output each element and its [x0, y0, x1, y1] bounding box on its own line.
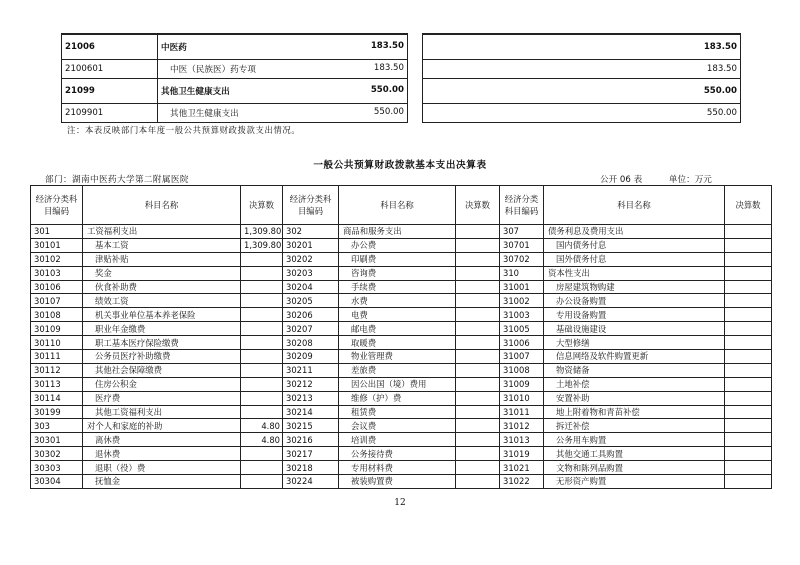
econ-code: 30199	[31, 405, 83, 419]
top-amount: 183.50	[373, 63, 404, 73]
econ-code: 302	[283, 225, 339, 239]
item-amount	[456, 350, 500, 364]
item-name: 手续费	[339, 280, 456, 294]
table-row	[31, 322, 772, 336]
top-amount: 550.00	[423, 79, 741, 104]
econ-code: 30202	[283, 252, 339, 266]
table-row	[31, 475, 772, 489]
econ-code: 31006	[500, 336, 544, 350]
table-row	[31, 419, 772, 433]
item-name: 取暖费	[339, 336, 456, 350]
econ-code: 30108	[31, 308, 83, 322]
item-amount: 1,309.80	[241, 238, 283, 252]
econ-code: 30107	[31, 294, 83, 308]
top-item-name	[158, 104, 408, 123]
econ-code: 31013	[500, 433, 544, 447]
top-amount: 183.50	[423, 60, 741, 79]
econ-code: 30213	[283, 391, 339, 405]
item-amount	[725, 447, 772, 461]
item-amount	[725, 377, 772, 391]
item-amount: 1,309.80	[241, 225, 283, 239]
item-name: 办公设备购置	[544, 294, 725, 308]
item-amount	[725, 252, 772, 266]
item-name: 离休费	[83, 433, 241, 447]
item-name: 被装购置费	[339, 475, 456, 489]
item-name: 会议费	[339, 419, 456, 433]
item-amount	[241, 377, 283, 391]
item-name: 退职（役）费	[83, 461, 241, 475]
item-amount	[725, 322, 772, 336]
item-name: 国外债务付息	[544, 252, 725, 266]
econ-code: 30208	[283, 336, 339, 350]
item-name: 基本工资	[83, 238, 241, 252]
item-amount	[456, 252, 500, 266]
item-amount	[456, 377, 500, 391]
table-row	[31, 391, 772, 405]
item-amount	[456, 461, 500, 475]
econ-code: 31005	[500, 322, 544, 336]
top-amount: 183.50	[423, 34, 741, 60]
item-name: 奖金	[83, 266, 241, 280]
econ-code: 30103	[31, 266, 83, 280]
table-row	[31, 280, 772, 294]
item-name: 房屋建筑物购建	[544, 280, 725, 294]
item-amount	[456, 433, 500, 447]
top-item-code: 2100601	[62, 60, 158, 79]
item-name: 资本性支出	[544, 266, 725, 280]
top-amount: 183.50	[370, 41, 404, 51]
table-row	[31, 252, 772, 266]
econ-code: 30216	[283, 433, 339, 447]
item-name: 公务接待费	[339, 447, 456, 461]
econ-code: 30301	[31, 433, 83, 447]
econ-code: 30114	[31, 391, 83, 405]
header-amount: 决算数	[241, 186, 283, 225]
econ-code: 30217	[283, 447, 339, 461]
item-name: 信息网络及软件购置更新	[544, 350, 725, 364]
table-row	[31, 447, 772, 461]
econ-code: 30109	[31, 322, 83, 336]
table-row	[31, 336, 772, 350]
econ-code: 31008	[500, 363, 544, 377]
econ-code: 30111	[31, 350, 83, 364]
econ-code: 30110	[31, 336, 83, 350]
item-name: 安置补助	[544, 391, 725, 405]
item-name: 津贴补贴	[83, 252, 241, 266]
item-amount	[456, 363, 500, 377]
top-amount: 550.00	[370, 85, 404, 95]
item-name: 住房公积金	[83, 377, 241, 391]
item-amount	[241, 336, 283, 350]
top-amount: 550.00	[423, 104, 741, 123]
item-name: 专用设备购置	[544, 308, 725, 322]
table-row	[31, 461, 772, 475]
econ-code: 307	[500, 225, 544, 239]
econ-code: 310	[500, 266, 544, 280]
item-name: 公务用车购置	[544, 433, 725, 447]
item-name: 咨询费	[339, 266, 456, 280]
item-amount	[725, 419, 772, 433]
item-amount: 4.80	[241, 419, 283, 433]
item-name: 退休费	[83, 447, 241, 461]
table-row	[31, 350, 772, 364]
top-row	[62, 60, 741, 79]
item-name: 无形资产购置	[544, 475, 725, 489]
table-row	[31, 308, 772, 322]
econ-code: 31009	[500, 377, 544, 391]
econ-code: 30112	[31, 363, 83, 377]
item-amount	[456, 322, 500, 336]
header-code: 经济分类科目编码	[283, 186, 339, 225]
item-name: 水费	[339, 294, 456, 308]
table-title: 一般公共预算财政拨款基本支出决算表	[313, 160, 487, 171]
item-amount	[241, 322, 283, 336]
econ-code: 30201	[283, 238, 339, 252]
item-name: 租赁费	[339, 405, 456, 419]
item-name: 电费	[339, 308, 456, 322]
item-name: 培训费	[339, 433, 456, 447]
item-name: 机关事业单位基本养老保险	[83, 308, 241, 322]
item-amount	[456, 336, 500, 350]
item-amount	[725, 350, 772, 364]
table-row	[31, 238, 772, 252]
table-row	[31, 294, 772, 308]
item-amount	[725, 225, 772, 239]
item-amount	[456, 225, 500, 239]
department-label: 部门：湖南中医药大学第二附属医院	[45, 175, 189, 185]
item-amount	[456, 280, 500, 294]
header-amount: 决算数	[725, 186, 772, 225]
item-name: 公务员医疗补助缴费	[83, 350, 241, 364]
top-item-name-text: 中医（民族医）药专项	[170, 65, 256, 75]
econ-code: 30101	[31, 238, 83, 252]
item-name: 拆迁补偿	[544, 419, 725, 433]
table-code: 公开 06 表	[600, 175, 643, 185]
item-amount	[241, 350, 283, 364]
header-row	[31, 186, 772, 225]
econ-code: 30218	[283, 461, 339, 475]
econ-code: 30224	[283, 475, 339, 489]
item-amount	[725, 363, 772, 377]
item-amount	[456, 266, 500, 280]
item-amount	[241, 405, 283, 419]
column-separator	[408, 104, 423, 123]
item-name: 伙食补助费	[83, 280, 241, 294]
item-amount	[725, 238, 772, 252]
column-separator	[408, 79, 423, 104]
item-name: 物资储备	[544, 363, 725, 377]
econ-code: 31007	[500, 350, 544, 364]
econ-code: 301	[31, 225, 83, 239]
econ-code: 30205	[283, 294, 339, 308]
econ-code: 31001	[500, 280, 544, 294]
item-amount	[241, 252, 283, 266]
econ-code: 30214	[283, 405, 339, 419]
top-item-name-text: 其他卫生健康支出	[161, 87, 230, 97]
item-name: 文物和陈列品购置	[544, 461, 725, 475]
item-amount	[725, 391, 772, 405]
item-name: 地上附着物和青苗补偿	[544, 405, 725, 419]
top-item-code: 21006	[62, 34, 158, 60]
item-amount	[456, 308, 500, 322]
unit-info	[600, 173, 712, 185]
item-amount	[725, 475, 772, 489]
item-name: 因公出国（境）费用	[339, 377, 456, 391]
econ-code: 31002	[500, 294, 544, 308]
item-amount	[725, 405, 772, 419]
item-amount	[241, 308, 283, 322]
item-name: 基础设施建设	[544, 322, 725, 336]
item-name: 绩效工资	[83, 294, 241, 308]
econ-code: 30106	[31, 280, 83, 294]
item-name: 对个人和家庭的补助	[83, 419, 241, 433]
top-row	[62, 104, 741, 123]
item-name: 办公费	[339, 238, 456, 252]
econ-code: 31010	[500, 391, 544, 405]
item-amount	[241, 461, 283, 475]
item-name: 印刷费	[339, 252, 456, 266]
column-separator	[408, 60, 423, 79]
item-name: 专用材料费	[339, 461, 456, 475]
page-number: 12	[394, 498, 406, 508]
item-amount	[456, 475, 500, 489]
item-amount	[725, 461, 772, 475]
table-row	[31, 363, 772, 377]
item-amount	[725, 433, 772, 447]
item-amount: 4.80	[241, 433, 283, 447]
item-name: 抚恤金	[83, 475, 241, 489]
basic-expenditure-table	[30, 185, 772, 489]
econ-code: 30701	[500, 238, 544, 252]
item-name: 职业年金缴费	[83, 322, 241, 336]
top-row	[62, 34, 741, 60]
top-item-code: 21099	[62, 79, 158, 104]
item-name: 其他社会保障缴费	[83, 363, 241, 377]
econ-code: 30303	[31, 461, 83, 475]
item-amount	[456, 405, 500, 419]
header-code: 经济分类科目编码	[31, 186, 83, 225]
econ-code: 30211	[283, 363, 339, 377]
item-amount	[241, 391, 283, 405]
item-amount	[725, 266, 772, 280]
item-amount	[725, 294, 772, 308]
econ-code: 30204	[283, 280, 339, 294]
econ-code: 31021	[500, 461, 544, 475]
item-amount	[241, 266, 283, 280]
item-name: 维修（护）费	[339, 391, 456, 405]
top-item-code: 2109901	[62, 104, 158, 123]
item-amount	[456, 238, 500, 252]
item-name: 职工基本医疗保险缴费	[83, 336, 241, 350]
header-code: 经济分类科目编码	[500, 186, 544, 225]
econ-code: 30304	[31, 475, 83, 489]
header-amount: 决算数	[456, 186, 500, 225]
top-item-name	[158, 60, 408, 79]
econ-code: 30207	[283, 322, 339, 336]
econ-code: 30209	[283, 350, 339, 364]
econ-code: 31022	[500, 475, 544, 489]
item-amount	[725, 280, 772, 294]
item-amount	[241, 294, 283, 308]
column-separator	[408, 34, 423, 60]
item-amount	[241, 447, 283, 461]
table-row	[31, 377, 772, 391]
econ-code: 30102	[31, 252, 83, 266]
item-name: 差旅费	[339, 363, 456, 377]
econ-code: 30113	[31, 377, 83, 391]
item-amount	[456, 419, 500, 433]
unit-label: 单位：万元	[668, 175, 712, 185]
econ-code: 31012	[500, 419, 544, 433]
econ-code: 30203	[283, 266, 339, 280]
top-item-name-text: 其他卫生健康支出	[170, 109, 239, 119]
item-name: 邮电费	[339, 322, 456, 336]
item-name: 国内债务付息	[544, 238, 725, 252]
header-name: 科目名称	[339, 186, 456, 225]
item-name: 其他工资福利支出	[83, 405, 241, 419]
table-row	[31, 405, 772, 419]
econ-code: 31003	[500, 308, 544, 322]
econ-code: 31019	[500, 447, 544, 461]
item-name: 工资福利支出	[83, 225, 241, 239]
top-amount: 550.00	[373, 107, 404, 117]
item-name: 其他交通工具购置	[544, 447, 725, 461]
item-name: 物业管理费	[339, 350, 456, 364]
top-item-name	[158, 34, 408, 60]
item-amount	[456, 447, 500, 461]
table-row	[31, 266, 772, 280]
econ-code: 30302	[31, 447, 83, 461]
item-name: 债务利息及费用支出	[544, 225, 725, 239]
header-name: 科目名称	[544, 186, 725, 225]
item-amount	[456, 294, 500, 308]
item-amount	[241, 475, 283, 489]
table-note: 注：本表反映部门本年度一般公共预算财政拨款支出情况。	[67, 125, 301, 135]
econ-code: 30212	[283, 377, 339, 391]
item-amount	[456, 391, 500, 405]
item-name: 医疗费	[83, 391, 241, 405]
item-name: 大型修缮	[544, 336, 725, 350]
econ-code: 30702	[500, 252, 544, 266]
top-expenditure-table	[61, 33, 741, 123]
item-name: 土地补偿	[544, 377, 725, 391]
econ-code: 30206	[283, 308, 339, 322]
table-row	[31, 225, 772, 239]
header-name: 科目名称	[83, 186, 241, 225]
econ-code: 30215	[283, 419, 339, 433]
table-row	[31, 433, 772, 447]
top-item-name	[158, 79, 408, 104]
item-amount	[725, 308, 772, 322]
item-amount	[241, 363, 283, 377]
top-item-name-text: 中医药	[161, 43, 187, 53]
econ-code: 31011	[500, 405, 544, 419]
item-name: 商品和服务支出	[339, 225, 456, 239]
item-amount	[241, 280, 283, 294]
econ-code: 303	[31, 419, 83, 433]
item-amount	[725, 336, 772, 350]
top-row	[62, 79, 741, 104]
